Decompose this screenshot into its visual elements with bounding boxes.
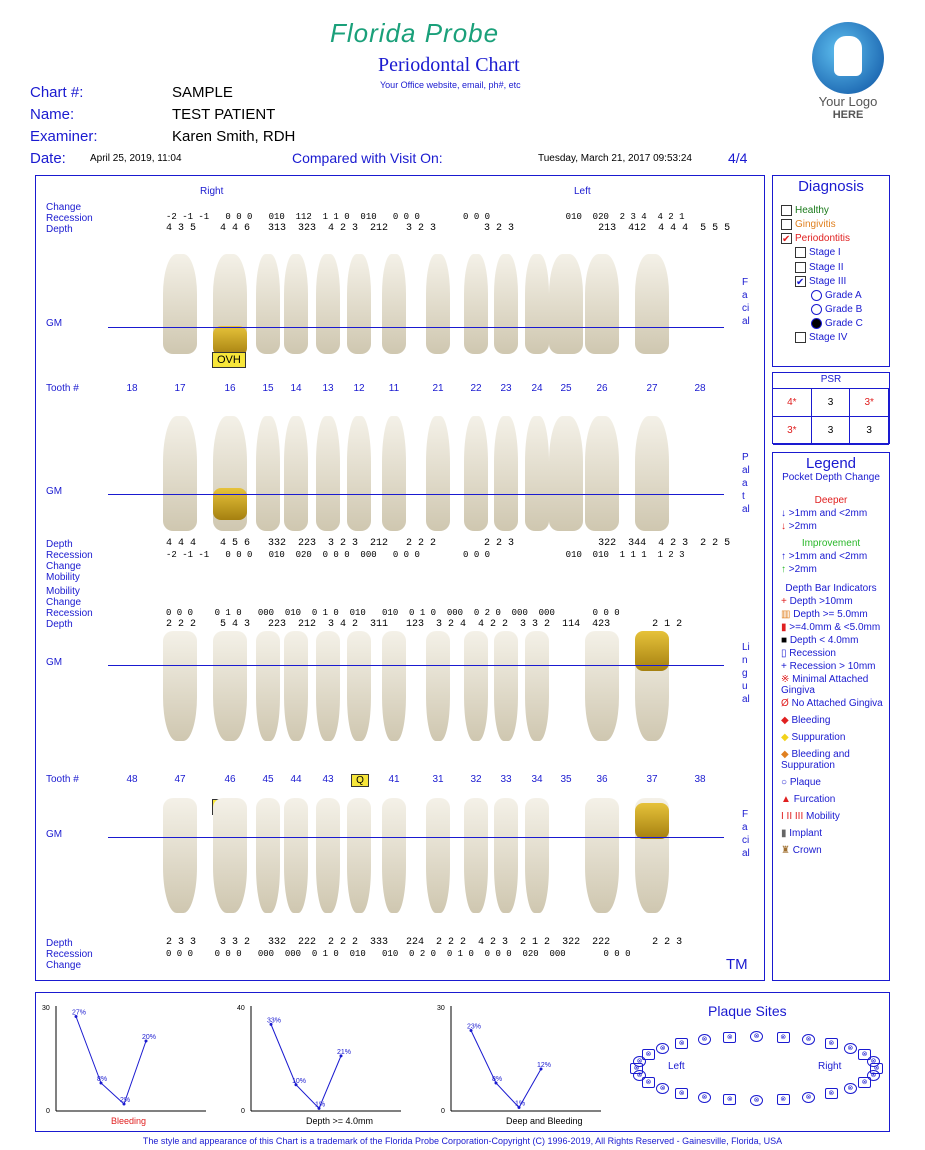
- data-label: 23%: [467, 1023, 482, 1031]
- tooth: [464, 631, 488, 741]
- plaque-site: ⊗: [642, 1049, 655, 1060]
- tooth: [284, 254, 308, 354]
- upper-depth-row: 4 3 5 4 4 6 313 323 4 2 3 212 3 2 3 3 2 3 213 412 4 4 4 5 5 5: [166, 223, 731, 234]
- tooth: [464, 798, 488, 913]
- psr-cell: 4*: [773, 389, 812, 417]
- tooth-number: 13: [322, 383, 334, 394]
- tooth-number-label-lower: Tooth #: [46, 774, 79, 785]
- tooth: [585, 798, 619, 913]
- psr-cell: 3: [850, 417, 889, 445]
- legend-bar-item: + Depth >10mm: [781, 596, 853, 607]
- tooth-number: 21: [432, 383, 444, 394]
- data-label: 21%: [337, 1048, 352, 1056]
- legend-deeper: Deeper: [814, 495, 848, 506]
- l-depth-label: Depth: [46, 619, 73, 630]
- tooth-number: 34: [531, 774, 543, 785]
- tooth: [525, 631, 549, 741]
- plaque-site: ⊗: [630, 1063, 643, 1074]
- name-label: Name:: [30, 106, 75, 123]
- psr-panel: [772, 372, 890, 444]
- gm-label-upper-facial: GM: [46, 318, 63, 329]
- recession-label: Recession: [46, 213, 93, 224]
- tooth: [256, 416, 280, 531]
- tooth: [316, 798, 340, 913]
- gum-margin-line-palatal: [108, 494, 724, 495]
- psr-cell: 3: [812, 417, 851, 445]
- tooth-number: Q: [351, 774, 369, 787]
- tooth: [256, 798, 280, 913]
- tooth: [382, 631, 406, 741]
- data-label: 1%: [315, 1101, 326, 1109]
- plaque-site: ⊗: [656, 1083, 669, 1094]
- legend-bar-title: Depth Bar Indicators: [785, 583, 877, 594]
- psr-cell: 3: [812, 389, 851, 417]
- x-axis-label: Deep and Bleeding: [506, 1116, 583, 1126]
- tooth: [635, 416, 669, 531]
- tm-mark: TM: [726, 956, 748, 973]
- compared-value: Tuesday, March 21, 2017 09:53:24: [538, 153, 692, 164]
- legend-bar-item: ■ Depth < 4.0mm: [781, 635, 859, 646]
- plaque-site: ⊗: [675, 1088, 688, 1099]
- data-label: 33%: [267, 1017, 282, 1025]
- tooth-number: 46: [224, 774, 236, 785]
- tooth-number: 15: [262, 383, 274, 394]
- date-value: April 25, 2019, 11:04: [90, 153, 182, 164]
- tooth: [585, 254, 619, 354]
- tooth: [382, 254, 406, 354]
- plaque-left-label: Left: [668, 1061, 685, 1072]
- plaque-site: ⊗: [802, 1034, 815, 1045]
- plaque-site: ⊗: [844, 1083, 857, 1094]
- legend-bar-item: Ø No Attached Gingiva: [781, 698, 883, 709]
- l-recession-label: Recession: [46, 608, 93, 619]
- legend-bar-item: ▥ Depth >= 5.0mm: [781, 609, 868, 620]
- tooth: [213, 631, 247, 741]
- tooth-number: 38: [694, 774, 706, 785]
- facial-label-upper: Facial: [742, 277, 750, 327]
- tooth-logo-icon: [812, 22, 884, 94]
- data-label: 10%: [292, 1077, 307, 1085]
- diagnosis-periodontitis[interactable]: ✔ Periodontitis: [782, 233, 851, 246]
- diagnosis-panel: [772, 175, 890, 367]
- tooth-number: 37: [646, 774, 658, 785]
- page-title: Periodontal Chart: [378, 54, 520, 76]
- psr-title: PSR: [820, 374, 842, 385]
- diagnosis-gingivitis[interactable]: Gingivitis: [781, 219, 889, 230]
- data-label: 1%: [515, 1100, 526, 1108]
- gum-margin-line-lingual: [108, 665, 724, 666]
- gm-label-palatal: GM: [46, 486, 63, 497]
- depth-label: Depth: [46, 224, 73, 235]
- gum-margin-line-lower-facial: [108, 837, 724, 838]
- lower-facial-recession-row: 0 0 0 0 0 0 000 000 0 1 0 010 010 0 2 0 0 1 0 0 0 0 020 000 0 0 0: [166, 949, 631, 959]
- plaque-right-label: Right: [818, 1061, 842, 1072]
- stats-panel: [35, 992, 890, 1132]
- footer: The style and appearance of this Chart is a trademark of the Florida Probe Corporation-Copyright (C) 1996-2019, All Rights Reserved - Gainesville, Florida, USA: [142, 1136, 783, 1146]
- tooth: [464, 416, 488, 531]
- legend-mark-item: I II III Mobility: [781, 811, 840, 822]
- y-max-label: 30: [42, 1005, 50, 1012]
- tooth: [347, 631, 371, 741]
- palatal-recession-row: -2 -1 -1 0 0 0 010 020 0 0 0 000 0 0 0 0 0 0 010 010 1 1 1 1 2 3: [166, 550, 685, 560]
- crown: [213, 488, 247, 520]
- tooth: [525, 798, 549, 913]
- legend-panel: [772, 452, 890, 981]
- tooth: [256, 631, 280, 741]
- plaque-site: ⊗: [698, 1034, 711, 1045]
- diagnosis-grade[interactable]: Grade A: [811, 290, 889, 301]
- examiner-label: Examiner:: [30, 128, 98, 145]
- facial-label-lower: Facial: [742, 809, 750, 859]
- tooth: [426, 798, 450, 913]
- data-label: 20%: [142, 1034, 157, 1041]
- data-label: 2%: [120, 1097, 131, 1104]
- tooth: [316, 254, 340, 354]
- tooth-number: 17: [174, 383, 186, 394]
- tooth-number: 41: [388, 774, 400, 785]
- y-min-label: 0: [241, 1108, 245, 1115]
- left-label: Left: [574, 186, 591, 197]
- legend-mark-item: ♜ Crown: [781, 845, 822, 856]
- plaque-site: ⊗: [642, 1077, 655, 1088]
- lingual-depth-row: 2 2 2 5 4 3 223 212 3 4 2 311 123 3 2 4 4 2 2 3 3 2 114 423 2 1 2: [166, 619, 683, 630]
- right-label: Right: [200, 186, 224, 197]
- plaque-site: ⊗: [858, 1049, 871, 1060]
- legend-mark-item: ○ Plaque: [781, 777, 821, 788]
- legend-mark-item: ◆ Suppuration: [781, 732, 846, 743]
- legend-mark-item: ◆ Bleeding: [781, 715, 831, 726]
- plaque-site: ⊗: [825, 1038, 838, 1049]
- tooth: [284, 798, 308, 913]
- tooth: [494, 631, 518, 741]
- y-max-label: 30: [437, 1005, 445, 1012]
- lingual-recession-row: 0 0 0 0 1 0 000 010 0 1 0 010 010 0 1 0 000 0 2 0 000 000 0 0 0: [166, 608, 620, 618]
- gm-label-lingual: GM: [46, 657, 63, 668]
- diagnosis-grade[interactable]: Grade C: [811, 318, 889, 329]
- tooth: [213, 798, 247, 913]
- tooth: [494, 254, 518, 354]
- diagnosis-stage-4[interactable]: Stage IV: [795, 332, 889, 343]
- tooth: [284, 631, 308, 741]
- legend-mark-item: ▲ Furcation: [781, 794, 836, 805]
- legend-subtitle: Pocket Depth Change: [782, 472, 880, 483]
- data-label: 27%: [72, 1009, 87, 1017]
- tooth: [284, 416, 308, 531]
- plaque-site: ⊗: [777, 1032, 790, 1043]
- date-label: Date:: [30, 150, 66, 167]
- tooth: [163, 254, 197, 354]
- plaque-site: ⊗: [750, 1031, 763, 1042]
- tooth: [347, 416, 371, 531]
- tooth-number: 31: [432, 774, 444, 785]
- legend-bar-item: ▯ Recession: [781, 648, 836, 659]
- plaque-site: ⊗: [844, 1043, 857, 1054]
- plaque-site: ⊗: [723, 1094, 736, 1105]
- tooth: [347, 798, 371, 913]
- gum-margin-line: [108, 327, 724, 328]
- chart-value: SAMPLE: [172, 84, 233, 101]
- plaque-site: ⊗: [675, 1038, 688, 1049]
- tooth: [316, 416, 340, 531]
- tooth: [316, 631, 340, 741]
- legend-improve-1: ↑ >1mm and <2mm: [781, 551, 868, 562]
- diagnosis-grade[interactable]: Grade B: [811, 304, 889, 315]
- examiner-value: Karen Smith, RDH: [172, 128, 296, 145]
- plaque-site: ⊗: [777, 1094, 790, 1105]
- psr-cell: 3*: [773, 417, 812, 445]
- chart-label: Chart #:: [30, 84, 84, 101]
- data-label: 8%: [492, 1076, 503, 1083]
- tooth-number: 43: [322, 774, 334, 785]
- tooth: [635, 254, 669, 354]
- data-label: 8%: [97, 1076, 108, 1083]
- change-label: Change: [46, 202, 82, 213]
- tooth-number: 33: [500, 774, 512, 785]
- tooth-number: 23: [500, 383, 512, 394]
- tooth-number: 11: [388, 383, 400, 394]
- palatal-label: Palatal: [742, 452, 750, 515]
- p-mobility-label: Mobility: [46, 572, 80, 583]
- legend-mark-item: ◆ Bleeding and Suppuration: [781, 749, 850, 771]
- office-logo: [810, 22, 886, 122]
- plaque-site: ⊗: [633, 1070, 646, 1081]
- tooth-number: 45: [262, 774, 274, 785]
- tooth-number: 14: [290, 383, 302, 394]
- tooth-number: 44: [290, 774, 302, 785]
- tooth-number: 35: [560, 774, 572, 785]
- tooth: [525, 416, 549, 531]
- tooth: [525, 254, 549, 354]
- crown: [635, 803, 669, 839]
- lower-facial-depth-row: 2 3 3 3 3 2 332 222 2 2 2 333 224 2 2 2 4 2 3 2 1 2 322 222 2 2 3: [166, 937, 683, 948]
- tooth: [163, 416, 197, 531]
- tooth-number: 36: [596, 774, 608, 785]
- tooth-number-label-upper: Tooth #: [46, 383, 79, 394]
- data-label: 12%: [537, 1062, 552, 1069]
- tooth: [549, 254, 583, 354]
- tooth-number: 25: [560, 383, 572, 394]
- legend-title: Legend: [805, 455, 857, 472]
- tooth-number: 22: [470, 383, 482, 394]
- tooth: [464, 254, 488, 354]
- compared-label: Compared with Visit On:: [292, 150, 443, 166]
- periodontal-chart: [35, 175, 765, 981]
- series-line: [471, 1031, 541, 1108]
- plaque-site: ⊗: [656, 1043, 669, 1054]
- y-min-label: 0: [441, 1108, 445, 1115]
- p-recession-label: Recession: [46, 550, 93, 561]
- tooth: [256, 254, 280, 354]
- p-depth-label: Depth: [46, 539, 73, 550]
- tooth-number: 24: [531, 383, 543, 394]
- plaque-site: ⊗: [825, 1088, 838, 1099]
- logo-text-1: Your Logo: [818, 94, 878, 109]
- series-line: [76, 1017, 146, 1105]
- diagnosis-stage[interactable]: ✔ Stage III: [796, 275, 847, 288]
- legend-improve: Improvement: [801, 538, 861, 549]
- legend-bar-item: + Recession > 10mm: [781, 661, 876, 672]
- tooth: [347, 254, 371, 354]
- lingual-label: Lingual: [742, 642, 750, 705]
- name-value: TEST PATIENT: [172, 106, 276, 123]
- brand-logo: Florida Probe: [330, 18, 500, 48]
- tooth: [426, 254, 450, 354]
- tooth: [426, 631, 450, 741]
- logo-text-2: HERE: [832, 109, 864, 121]
- legend-mark-item: ▮ Implant: [781, 828, 823, 839]
- ovh-badge: OVH: [212, 352, 246, 368]
- tooth: [494, 798, 518, 913]
- y-min-label: 0: [46, 1108, 50, 1115]
- diagnosis-title: Diagnosis: [798, 178, 864, 195]
- legend-improve-2: ↑ >2mm: [781, 564, 817, 575]
- f-change-label: Change: [46, 960, 82, 971]
- legend-deeper-1: ↓ >1mm and <2mm: [781, 508, 868, 519]
- legend-deeper-2: ↓ >2mm: [781, 521, 817, 532]
- x-axis-label: Depth >= 4.0mm: [306, 1116, 374, 1126]
- p-change-label: Change: [46, 561, 82, 572]
- upper-recession-row: -2 -1 -1 0 0 0 010 112 1 1 0 010 0 0 0 0 0 0 010 020 2 3 4 4 2 1: [166, 212, 685, 222]
- plaque-site: ⊗: [723, 1032, 736, 1043]
- tooth-number: 48: [126, 774, 138, 785]
- tooth: [549, 416, 583, 531]
- plaque-site: ⊗: [867, 1070, 880, 1081]
- tooth-number: 12: [353, 383, 365, 394]
- y-max-label: 40: [237, 1005, 245, 1012]
- tooth: [585, 416, 619, 531]
- plaque-site: ⊗: [858, 1077, 871, 1088]
- diagnosis-stage[interactable]: Stage I: [795, 247, 889, 258]
- psr-cell: 3*: [850, 389, 889, 417]
- plaque-site: ⊗: [867, 1056, 880, 1067]
- plaque-sites-title: Plaque Sites: [708, 1003, 787, 1019]
- tooth: [382, 416, 406, 531]
- tooth: [426, 416, 450, 531]
- office-info: Your Office website, email, ph#, etc: [380, 80, 521, 90]
- tooth: [163, 798, 197, 913]
- tooth: [382, 798, 406, 913]
- diagnosis-healthy[interactable]: Healthy: [781, 205, 889, 216]
- f-recession-label: Recession: [46, 949, 93, 960]
- l-change-label: Change: [46, 597, 82, 608]
- tooth-number: 28: [694, 383, 706, 394]
- tooth: [163, 631, 197, 741]
- diagnosis-stage[interactable]: Stage II: [795, 262, 889, 273]
- plaque-site: ⊗: [750, 1095, 763, 1106]
- x-axis-label: Bleeding: [111, 1116, 147, 1126]
- tooth-number: 27: [646, 383, 658, 394]
- plaque-site: ⊗: [698, 1092, 711, 1103]
- plaque-site: ⊗: [633, 1056, 646, 1067]
- tooth-number: 16: [224, 383, 236, 394]
- plaque-site: ⊗: [870, 1063, 883, 1074]
- palatal-depth-row: 4 4 4 4 5 6 332 223 3 2 3 212 2 2 2 2 2 3 322 344 4 2 3 2 2 5: [166, 538, 731, 549]
- series-line: [271, 1024, 341, 1108]
- page-indicator: 4/4: [728, 150, 748, 166]
- tooth-number: 18: [126, 383, 138, 394]
- gm-label-lower-facial: GM: [46, 829, 63, 840]
- legend-bar-item: ▮ >=4.0mm & <5.0mm: [781, 622, 881, 633]
- tooth: [585, 631, 619, 741]
- legend-bar-item: ※ Minimal Attached Gingiva: [781, 674, 869, 696]
- tooth: [494, 416, 518, 531]
- tooth-number: 47: [174, 774, 186, 785]
- l-mobility-label: Mobility: [46, 586, 80, 597]
- tooth-number: 32: [470, 774, 482, 785]
- f-depth-label: Depth: [46, 938, 73, 949]
- tooth-number: 26: [596, 383, 608, 394]
- plaque-site: ⊗: [802, 1092, 815, 1103]
